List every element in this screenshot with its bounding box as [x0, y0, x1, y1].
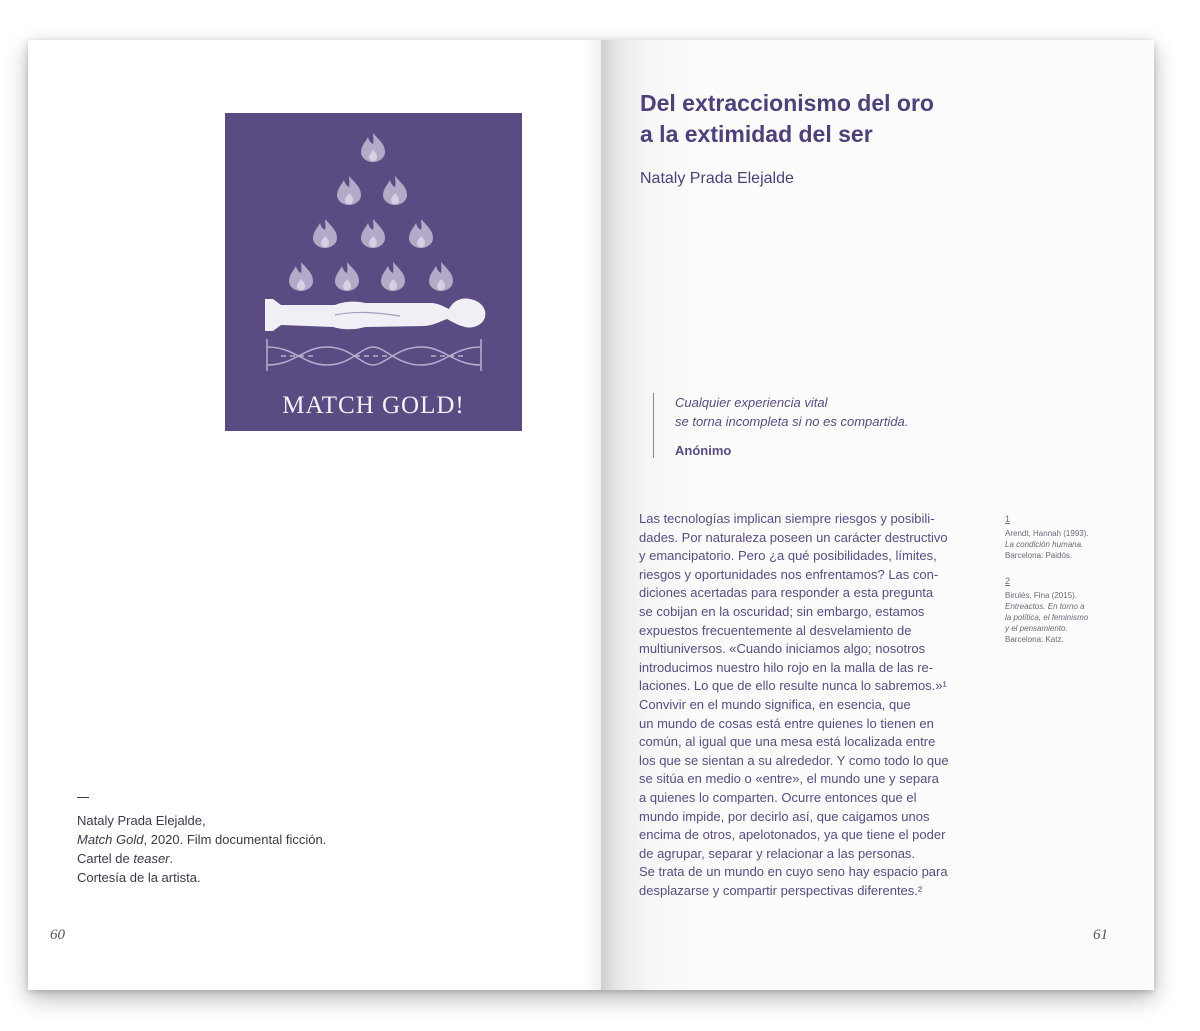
caption-italic: teaser — [133, 851, 170, 866]
gutter-shadow — [583, 40, 601, 990]
caption-line: Cortesía de la artista. — [77, 870, 201, 885]
article-title — [640, 88, 1100, 150]
caption-text: . — [169, 851, 174, 866]
footnote-line — [1005, 601, 1120, 612]
flame-icon — [313, 219, 337, 248]
dna-helix-icon — [267, 339, 481, 371]
body-line: riesgos y oportunidades nos enfrentamos? Las con- — [639, 566, 939, 582]
page-number-left: 60 — [50, 927, 65, 943]
footnote-line — [1005, 612, 1120, 623]
flame-icon — [337, 176, 361, 205]
caption-work-title: Match Gold — [77, 832, 144, 847]
body-line: introducimos nuestro hilo rojo en la malla de las re- — [639, 659, 934, 675]
body-line: dades. Por naturaleza poseen un carácter destructivo — [639, 529, 948, 545]
poster-image — [225, 113, 522, 431]
lying-figure-icon — [265, 298, 485, 331]
body-line: a quienes lo comparten. Ocurre entonces que el — [639, 789, 917, 805]
page-number-right: 61 — [1093, 927, 1108, 943]
footnote-number: 1 — [1005, 514, 1011, 524]
caption-line: Nataly Prada Elejalde, — [77, 813, 206, 828]
caption-dash — [77, 797, 89, 798]
footnote-italic: la política, el feminismo — [1005, 613, 1089, 622]
body-line: multiuniversos. «Cuando iniciamos algo; nosotros — [639, 641, 926, 657]
footnote-line — [1005, 539, 1120, 550]
left-page — [28, 40, 601, 990]
footnote-line: Barcelona: Paidós. — [1005, 551, 1073, 560]
flame-icon — [409, 219, 433, 248]
caption-text: Cartel de — [77, 851, 134, 866]
epigraph-attribution: Anónimo — [675, 443, 732, 458]
flame-icon — [361, 219, 385, 248]
body-line: común, al igual que una mesa está localizada entre — [639, 734, 936, 750]
caption-text: , 2020. Film documental ficción. — [143, 832, 327, 847]
epigraph — [653, 393, 1015, 458]
body-line: un mundo de cosas está entre quienes lo tienen en — [639, 715, 934, 731]
footnote-1 — [1005, 514, 1120, 561]
epigraph-line: Cualquier experiencia vital — [675, 395, 828, 410]
body-line: diciones acertadas para responder a esta pregunta — [639, 585, 934, 601]
body-line: Se trata de un mundo en cuyo seno hay espacio para — [639, 864, 948, 880]
flame-icon — [381, 262, 405, 291]
title-line: a la extimidad del ser — [640, 121, 873, 147]
body-line: mundo impide, por decirlo así, que caigamos unos — [639, 808, 930, 824]
footnote-line: Birulés, Fina (2015). — [1005, 591, 1078, 600]
book-spread — [28, 40, 1154, 990]
poster-title: MATCH GOLD! — [282, 392, 465, 419]
footnote-line — [1005, 623, 1120, 634]
footnote-2 — [1005, 576, 1120, 645]
caption-line — [77, 830, 497, 849]
article-author: Nataly Prada Elejalde — [640, 170, 794, 187]
title-line: Del extraccionismo del oro — [640, 90, 934, 116]
footnote-line: Arendt, Hannah (1993). — [1005, 529, 1089, 538]
footnote-italic: y el pensamiento. — [1005, 624, 1068, 633]
body-line: encima de otros, apelotonados, ya que tiene el poder — [639, 827, 946, 843]
caption-line — [77, 849, 497, 868]
flame-icon — [361, 133, 385, 162]
body-text — [639, 510, 989, 900]
body-line: Convivir en el mundo significa, en esencia, que — [639, 696, 911, 712]
image-caption — [77, 792, 497, 887]
body-line: laciones. Lo que de ello resulte nunca lo sabremos.»¹ — [639, 678, 947, 694]
footnote-number: 2 — [1005, 576, 1011, 586]
poster-illustration — [225, 113, 522, 431]
footnote-line: Barcelona: Katz. — [1005, 635, 1064, 644]
body-line: Las tecnologías implican siempre riesgos y posibili- — [639, 511, 935, 526]
flame-icon — [429, 262, 453, 291]
right-page — [601, 40, 1154, 990]
footnote-italic: La condición humana. — [1005, 540, 1084, 549]
body-line: se sitúa en medio o «entre», el mundo une y separa — [639, 771, 939, 787]
body-line: los que se sientan a su alrededor. Y como todo lo que — [639, 752, 949, 768]
epigraph-line: se torna incompleta si no es compartida. — [675, 414, 909, 429]
body-line: y emancipatorio. Pero ¿a qué posibilidades, límites, — [639, 548, 937, 564]
body-line: se cobijan en la oscuridad; sin embargo, estamos — [639, 603, 925, 619]
flame-icon — [289, 262, 313, 291]
body-line: desplazarse y compartir perspectivas diferentes.² — [639, 882, 923, 898]
body-line: expuestos frecuentemente al desvelamiento de — [639, 622, 912, 638]
flame-icon — [383, 176, 407, 205]
flame-icon — [335, 262, 359, 291]
footnote-italic: Entreactos. En torno a — [1005, 602, 1085, 611]
body-line: de agrupar, separar y relacionar a las personas. — [639, 845, 916, 861]
